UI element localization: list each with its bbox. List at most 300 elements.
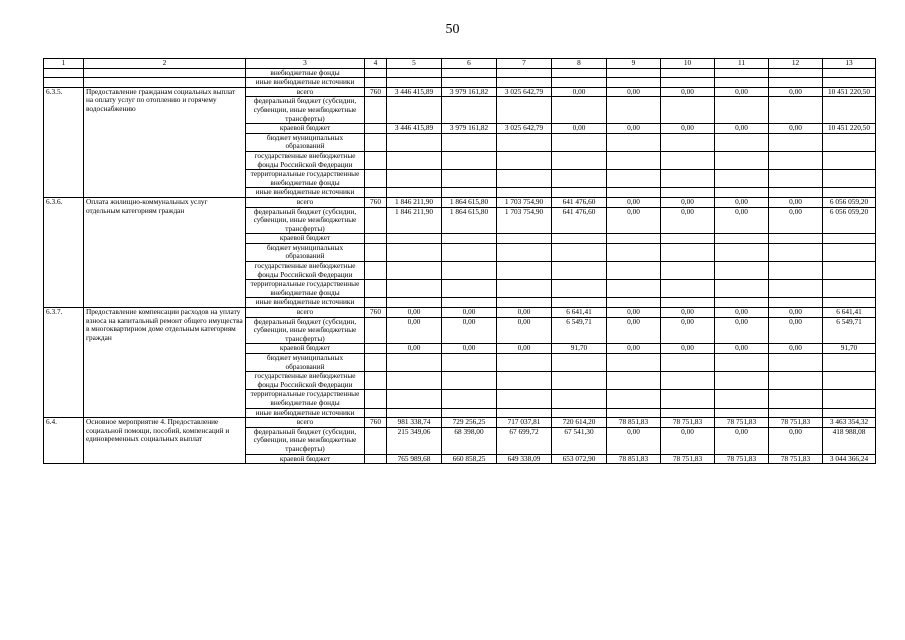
column-header-row <box>44 59 876 69</box>
value-cell <box>552 68 607 78</box>
column-header: 3 <box>246 59 365 69</box>
value-cell: 1 703 754,90 <box>497 197 552 207</box>
value-cell: 0,00 <box>442 317 497 344</box>
column-header: 13 <box>823 59 876 69</box>
value-cell <box>552 234 607 244</box>
value-cell: 78 751,83 <box>661 454 715 464</box>
section-title: Предоставление компенсации расходов на уплату взноса на капитальный ремонт общего имущества в многоквартирном доме отдельным категориям граждан <box>84 308 246 418</box>
value-cell <box>823 390 876 408</box>
value-cell <box>552 188 607 198</box>
value-cell <box>769 170 823 188</box>
value-cell: 0,00 <box>552 87 607 97</box>
value-cell <box>823 188 876 198</box>
value-cell <box>715 78 769 88</box>
value-cell: 0,00 <box>607 87 661 97</box>
value-cell <box>387 68 442 78</box>
value-cell: 0,00 <box>715 344 769 354</box>
value-cell: 720 614,20 <box>552 418 607 428</box>
funding-source-cell: краевой бюджет <box>246 344 365 354</box>
value-cell: 729 256,25 <box>442 418 497 428</box>
value-cell <box>661 372 715 390</box>
column-header: 2 <box>84 59 246 69</box>
value-cell <box>715 188 769 198</box>
value-cell <box>769 280 823 298</box>
carryover-row <box>44 68 876 78</box>
value-cell: 0,00 <box>715 197 769 207</box>
funding-source-cell: всего <box>246 418 365 428</box>
value-cell <box>661 243 715 261</box>
funding-source-cell: государственные внебюджетные фонды Российской Федерации <box>246 151 365 169</box>
page-number: 50 <box>445 22 460 37</box>
column-header: 9 <box>607 59 661 69</box>
value-cell <box>387 408 442 418</box>
value-cell: 641 476,60 <box>552 197 607 207</box>
funding-source-cell: внебюджетные фонды <box>246 68 365 78</box>
section-code: 6.3.6. <box>44 197 84 307</box>
value-cell <box>607 234 661 244</box>
value-cell: 68 398,00 <box>442 427 497 454</box>
funding-source-cell: бюджет муниципальных образований <box>246 354 365 372</box>
value-cell: 717 037,81 <box>497 418 552 428</box>
value-cell: 0,00 <box>661 344 715 354</box>
value-cell: 0,00 <box>607 197 661 207</box>
value-cell <box>497 408 552 418</box>
col4-cell <box>365 124 387 134</box>
value-cell: 0,00 <box>715 427 769 454</box>
value-cell: 0,00 <box>661 427 715 454</box>
value-cell <box>823 68 876 78</box>
value-cell <box>387 243 442 261</box>
value-cell: 0,00 <box>715 207 769 234</box>
value-cell: 6 641,41 <box>823 308 876 318</box>
value-cell <box>387 280 442 298</box>
value-cell <box>823 354 876 372</box>
value-cell <box>442 354 497 372</box>
value-cell <box>715 243 769 261</box>
section-title: Предоставление гражданам социальных выплат на оплату услуг по отоплению и горячему водоснабжению <box>84 87 246 197</box>
value-cell <box>497 78 552 88</box>
value-cell <box>442 68 497 78</box>
value-cell: 0,00 <box>497 308 552 318</box>
value-cell <box>769 97 823 124</box>
value-cell: 10 451 220,50 <box>823 87 876 97</box>
title-cell <box>84 68 246 78</box>
value-cell: 0,00 <box>661 124 715 134</box>
col4-cell <box>365 390 387 408</box>
value-cell: 0,00 <box>497 317 552 344</box>
col4-cell <box>365 354 387 372</box>
value-cell <box>552 408 607 418</box>
table-row <box>44 308 876 318</box>
value-cell <box>552 372 607 390</box>
value-cell: 0,00 <box>769 207 823 234</box>
code-cell <box>44 68 84 78</box>
value-cell <box>769 68 823 78</box>
value-cell <box>607 372 661 390</box>
value-cell: 649 338,09 <box>497 454 552 464</box>
value-cell <box>552 354 607 372</box>
budget-table <box>43 58 876 464</box>
table-row <box>44 418 876 428</box>
funding-source-cell: всего <box>246 197 365 207</box>
column-header: 4 <box>365 59 387 69</box>
value-cell <box>661 280 715 298</box>
value-cell: 91,70 <box>552 344 607 354</box>
value-cell <box>552 97 607 124</box>
value-cell: 0,00 <box>387 317 442 344</box>
value-cell <box>715 170 769 188</box>
col4-cell <box>365 133 387 151</box>
value-cell <box>387 97 442 124</box>
column-header: 12 <box>769 59 823 69</box>
section-code: 6.4. <box>44 418 84 464</box>
value-cell <box>552 78 607 88</box>
value-cell <box>661 262 715 280</box>
value-cell <box>715 298 769 308</box>
value-cell <box>552 151 607 169</box>
value-cell: 0,00 <box>607 344 661 354</box>
value-cell <box>607 97 661 124</box>
value-cell: 78 851,83 <box>607 418 661 428</box>
value-cell: 3 044 366,24 <box>823 454 876 464</box>
value-cell: 6 641,41 <box>552 308 607 318</box>
value-cell <box>661 390 715 408</box>
funding-source-cell: государственные внебюджетные фонды Российской Федерации <box>246 262 365 280</box>
value-cell <box>387 78 442 88</box>
value-cell <box>442 280 497 298</box>
value-cell <box>442 78 497 88</box>
value-cell <box>715 280 769 298</box>
value-cell <box>823 97 876 124</box>
value-cell <box>497 372 552 390</box>
value-cell: 0,00 <box>387 344 442 354</box>
value-cell: 0,00 <box>715 308 769 318</box>
code-cell <box>44 78 84 88</box>
value-cell: 0,00 <box>715 317 769 344</box>
column-header: 8 <box>552 59 607 69</box>
value-cell: 3 979 161,82 <box>442 87 497 97</box>
funding-source-cell: бюджет муниципальных образований <box>246 133 365 151</box>
value-cell: 78 851,83 <box>607 454 661 464</box>
table-row <box>44 197 876 207</box>
value-cell: 0,00 <box>661 308 715 318</box>
column-header: 7 <box>497 59 552 69</box>
col4-cell <box>365 97 387 124</box>
value-cell: 1 864 615,80 <box>442 197 497 207</box>
value-cell <box>607 133 661 151</box>
value-cell <box>497 262 552 280</box>
value-cell: 6 056 059,20 <box>823 207 876 234</box>
value-cell <box>497 170 552 188</box>
title-cell <box>84 78 246 88</box>
funding-source-cell: всего <box>246 87 365 97</box>
value-cell <box>387 188 442 198</box>
value-cell: 0,00 <box>661 87 715 97</box>
value-cell: 1 846 211,90 <box>387 197 442 207</box>
value-cell <box>823 243 876 261</box>
value-cell: 67 699,72 <box>497 427 552 454</box>
value-cell: 0,00 <box>769 344 823 354</box>
value-cell: 0,00 <box>769 197 823 207</box>
value-cell <box>442 408 497 418</box>
value-cell <box>607 408 661 418</box>
value-cell <box>769 78 823 88</box>
col4-cell: 760 <box>365 197 387 207</box>
value-cell <box>442 188 497 198</box>
value-cell <box>661 188 715 198</box>
value-cell <box>661 78 715 88</box>
value-cell: 0,00 <box>497 344 552 354</box>
value-cell: 1 846 211,90 <box>387 207 442 234</box>
value-cell: 78 751,83 <box>769 454 823 464</box>
value-cell <box>715 234 769 244</box>
value-cell: 418 988,08 <box>823 427 876 454</box>
column-header: 6 <box>442 59 497 69</box>
value-cell <box>607 78 661 88</box>
value-cell <box>823 151 876 169</box>
value-cell <box>607 68 661 78</box>
value-cell <box>769 188 823 198</box>
value-cell <box>387 372 442 390</box>
value-cell <box>715 133 769 151</box>
funding-source-cell: территориальные государственные внебюджетные фонды <box>246 390 365 408</box>
value-cell <box>552 298 607 308</box>
value-cell <box>715 151 769 169</box>
value-cell: 10 451 220,50 <box>823 124 876 134</box>
value-cell: 6 056 059,20 <box>823 197 876 207</box>
value-cell <box>552 243 607 261</box>
value-cell: 0,00 <box>607 308 661 318</box>
value-cell <box>823 78 876 88</box>
value-cell <box>552 280 607 298</box>
value-cell <box>497 354 552 372</box>
value-cell: 641 476,60 <box>552 207 607 234</box>
value-cell: 0,00 <box>607 427 661 454</box>
column-header: 10 <box>661 59 715 69</box>
value-cell <box>442 151 497 169</box>
funding-source-cell: краевой бюджет <box>246 124 365 134</box>
value-cell <box>715 68 769 78</box>
value-cell: 0,00 <box>715 87 769 97</box>
col4-cell <box>365 78 387 88</box>
section-code: 6.3.7. <box>44 308 84 418</box>
value-cell: 78 751,83 <box>715 454 769 464</box>
column-header: 5 <box>387 59 442 69</box>
funding-source-cell: федеральный бюджет (субсидии, субвенции, иные межбюджетные трансферты) <box>246 97 365 124</box>
value-cell <box>661 234 715 244</box>
value-cell <box>387 390 442 408</box>
col4-cell <box>365 280 387 298</box>
value-cell <box>607 390 661 408</box>
funding-source-cell: территориальные государственные внебюджетные фонды <box>246 280 365 298</box>
value-cell <box>442 262 497 280</box>
value-cell: 78 751,83 <box>769 418 823 428</box>
value-cell <box>552 170 607 188</box>
value-cell <box>607 298 661 308</box>
value-cell <box>715 390 769 408</box>
value-cell <box>769 234 823 244</box>
value-cell: 0,00 <box>661 197 715 207</box>
value-cell <box>442 170 497 188</box>
value-cell <box>769 298 823 308</box>
value-cell: 0,00 <box>607 317 661 344</box>
column-header: 11 <box>715 59 769 69</box>
funding-source-cell: бюджет муниципальных образований <box>246 243 365 261</box>
col4-cell: 760 <box>365 418 387 428</box>
funding-source-cell: всего <box>246 308 365 318</box>
value-cell <box>552 133 607 151</box>
col4-cell <box>365 454 387 464</box>
value-cell <box>387 354 442 372</box>
value-cell <box>442 243 497 261</box>
funding-source-cell: иные внебюджетные источники <box>246 408 365 418</box>
value-cell <box>442 234 497 244</box>
value-cell <box>823 280 876 298</box>
value-cell <box>715 408 769 418</box>
column-header: 1 <box>44 59 84 69</box>
value-cell <box>823 298 876 308</box>
value-cell <box>387 262 442 280</box>
value-cell <box>497 390 552 408</box>
value-cell <box>607 354 661 372</box>
value-cell <box>607 188 661 198</box>
value-cell <box>769 151 823 169</box>
table-row <box>44 87 876 97</box>
section-title: Оплата жилищно-коммунальных услуг отдельным категориям граждан <box>84 197 246 307</box>
value-cell: 0,00 <box>442 308 497 318</box>
value-cell <box>661 298 715 308</box>
value-cell <box>823 170 876 188</box>
value-cell <box>661 170 715 188</box>
value-cell: 0,00 <box>442 344 497 354</box>
funding-source-cell: краевой бюджет <box>246 454 365 464</box>
funding-source-cell: иные внебюджетные источники <box>246 188 365 198</box>
value-cell <box>442 390 497 408</box>
value-cell <box>497 133 552 151</box>
funding-source-cell: федеральный бюджет (субсидии, субвенции, иные межбюджетные трансферты) <box>246 427 365 454</box>
value-cell <box>715 372 769 390</box>
value-cell <box>769 133 823 151</box>
value-cell <box>769 262 823 280</box>
value-cell <box>387 298 442 308</box>
value-cell <box>497 243 552 261</box>
value-cell <box>715 354 769 372</box>
value-cell: 3 446 415,89 <box>387 87 442 97</box>
section-title: Основное мероприятие 4. Предоставление социальной помощи, пособий, компенсаций и единовременных социальных выплат <box>84 418 246 464</box>
value-cell: 0,00 <box>387 308 442 318</box>
value-cell <box>823 408 876 418</box>
value-cell: 1 703 754,90 <box>497 207 552 234</box>
value-cell <box>387 151 442 169</box>
value-cell <box>497 151 552 169</box>
col4-cell <box>365 151 387 169</box>
col4-cell <box>365 298 387 308</box>
funding-source-cell: федеральный бюджет (субсидии, субвенции, иные межбюджетные трансферты) <box>246 317 365 344</box>
value-cell: 3 463 354,32 <box>823 418 876 428</box>
value-cell <box>769 354 823 372</box>
value-cell <box>387 170 442 188</box>
value-cell <box>497 298 552 308</box>
col4-cell <box>365 427 387 454</box>
section-code: 6.3.5. <box>44 87 84 197</box>
value-cell <box>552 262 607 280</box>
value-cell: 6 549,71 <box>823 317 876 344</box>
value-cell: 0,00 <box>769 308 823 318</box>
value-cell: 0,00 <box>769 427 823 454</box>
value-cell <box>442 298 497 308</box>
value-cell <box>497 188 552 198</box>
value-cell <box>661 68 715 78</box>
value-cell <box>769 408 823 418</box>
value-cell <box>607 262 661 280</box>
value-cell: 765 989,68 <box>387 454 442 464</box>
value-cell: 3 446 415,89 <box>387 124 442 134</box>
value-cell: 3 025 642,79 <box>497 87 552 97</box>
value-cell: 0,00 <box>769 317 823 344</box>
value-cell: 215 349,06 <box>387 427 442 454</box>
value-cell <box>661 151 715 169</box>
funding-source-cell: иные внебюджетные источники <box>246 78 365 88</box>
carryover-row <box>44 78 876 88</box>
col4-cell <box>365 317 387 344</box>
value-cell <box>823 133 876 151</box>
value-cell <box>497 280 552 298</box>
col4-cell <box>365 372 387 390</box>
value-cell <box>607 151 661 169</box>
value-cell <box>715 97 769 124</box>
value-cell <box>387 234 442 244</box>
col4-cell: 760 <box>365 308 387 318</box>
value-cell: 3 979 161,82 <box>442 124 497 134</box>
value-cell: 78 751,83 <box>715 418 769 428</box>
value-cell: 653 072,90 <box>552 454 607 464</box>
value-cell: 67 541,30 <box>552 427 607 454</box>
col4-cell <box>365 234 387 244</box>
value-cell <box>442 97 497 124</box>
value-cell <box>497 234 552 244</box>
funding-source-cell: краевой бюджет <box>246 234 365 244</box>
value-cell <box>607 243 661 261</box>
col4-cell <box>365 344 387 354</box>
col4-cell <box>365 408 387 418</box>
value-cell: 0,00 <box>607 124 661 134</box>
value-cell: 660 858,25 <box>442 454 497 464</box>
value-cell: 0,00 <box>769 87 823 97</box>
col4-cell <box>365 262 387 280</box>
value-cell <box>661 97 715 124</box>
value-cell <box>607 280 661 298</box>
table-body <box>44 59 876 464</box>
col4-cell <box>365 68 387 78</box>
funding-source-cell: государственные внебюджетные фонды Российской Федерации <box>246 372 365 390</box>
value-cell <box>661 133 715 151</box>
value-cell <box>769 372 823 390</box>
value-cell: 0,00 <box>661 207 715 234</box>
value-cell: 6 549,71 <box>552 317 607 344</box>
value-cell <box>497 97 552 124</box>
value-cell <box>387 133 442 151</box>
value-cell: 0,00 <box>715 124 769 134</box>
value-cell: 1 864 615,80 <box>442 207 497 234</box>
value-cell <box>661 354 715 372</box>
value-cell: 78 751,83 <box>661 418 715 428</box>
value-cell: 0,00 <box>607 207 661 234</box>
col4-cell: 760 <box>365 87 387 97</box>
value-cell <box>442 133 497 151</box>
value-cell <box>769 243 823 261</box>
funding-source-cell: территориальные государственные внебюджетные фонды <box>246 170 365 188</box>
value-cell <box>607 170 661 188</box>
